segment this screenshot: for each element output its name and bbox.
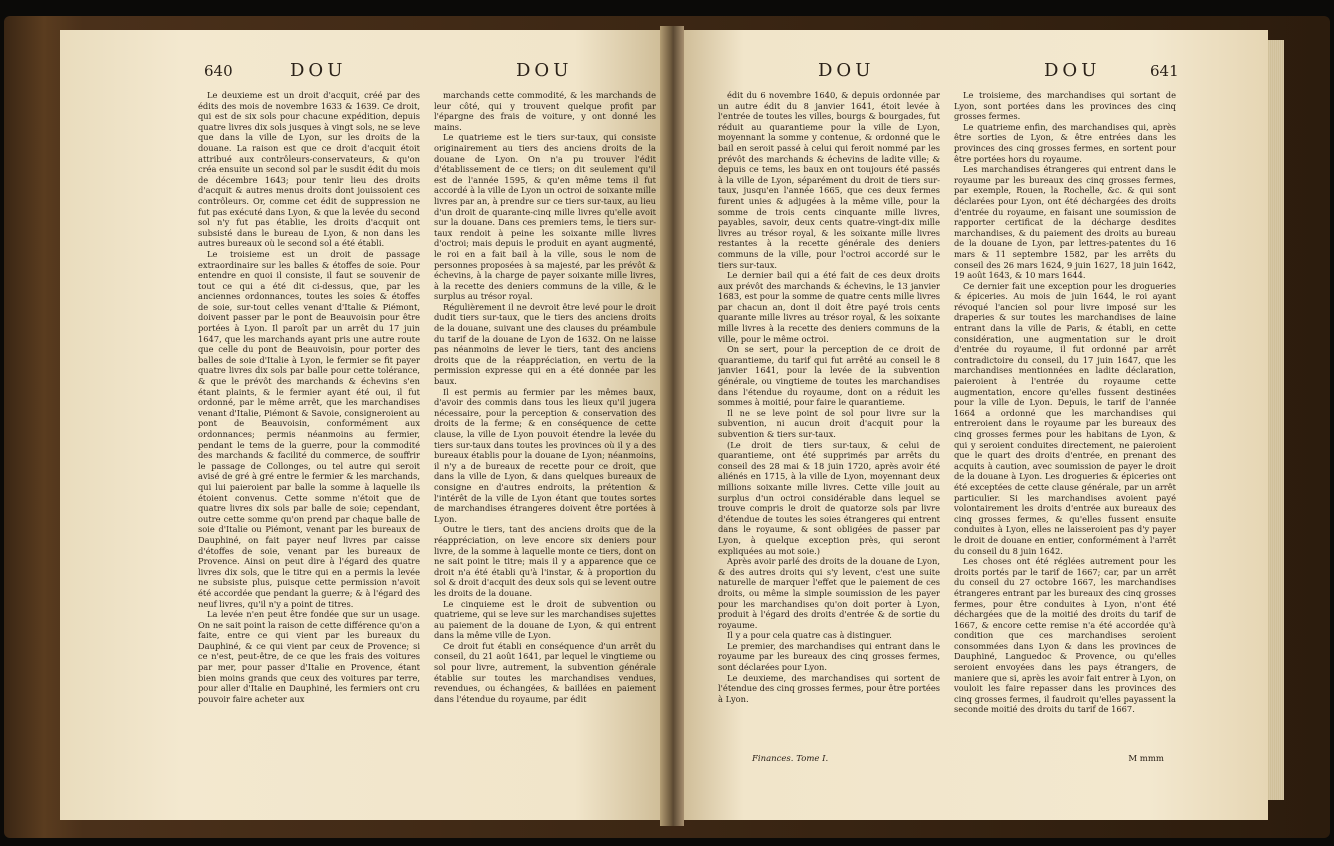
left-page-column-1	[198, 90, 420, 770]
right-page-footer	[718, 754, 1182, 770]
paragraph: Le premier, des marchandises qui entrant dans le royaume par les bureaux des cinq grosses fermes, sont déclarées pour Lyon.	[718, 640, 940, 673]
paragraph: Outre le tiers, tant des anciens droits que de la réappréciation, on leve encore six deniers pour livre, de la somme à laquelle monte ce tiers, dont on ne sait point le titre; mais il y a apparence que ce droit n'a été établi qu'à l'instar, & à proportion du sol & droit d'acquit des deux sols qui se levent outre les droits de la douane.	[434, 524, 656, 598]
paragraph: Il ne se leve point de sol pour livre sur la subvention, ni aucun droit d'acquit pour la subvention & tiers sur-taux.	[718, 407, 940, 439]
signature-line: Finances. Tome I.	[752, 754, 829, 764]
gathering-signature: M mmm	[1128, 754, 1164, 764]
paragraph: marchands cette commodité, & les marchands de leur côté, qui y trouvent quelque profit par l'épargne des frais de voiture, y ont donné les mains.	[434, 90, 656, 132]
paragraph: Les choses ont été réglées autrement pour les droits portés par le tarif de 1667; car, par un arrêt du conseil du 27 octobre 1667, les marchandises étrangeres entrant par les bureaux des cinq grosses fermes, pour être conduites à Lyon, n'ont été déchargées que de la moitié des droits du tarif de 1667, & encore cette remise n'a été accordée qu'à condition que ces marchandises seroient consommées dans Lyon & dans les provinces de Dauphiné, Languedoc & Provence, ou qu'elles seroient envoyées dans les pays étrangers, de maniere que si, après les avoir fait entrer à Lyon, on vouloit les faire repasser dans les provinces des cinq grosses fermes, il faudroit qu'elles payassent la seconde moitié des droits du tarif de 1667.	[954, 556, 1176, 715]
left-page-column-2	[434, 90, 656, 770]
page-number: 640	[204, 62, 233, 80]
paragraph: La levée n'en peut être fondée que sur un usage. On ne sait point la raison de cette différence qu'on a faite, entre ce qui vient par les bureaux du Dauphiné, & ce qui vient par ceux de Provence; si ce n'est, peut-être, de ce que les frais des voitures par mer, pour passer d'Italie en Provence, étant bien moins grands que ceux des voitures par terre, pour aller d'Italie en Dauphiné, les fermiers ont cru pouvoir faire acheter aux	[198, 609, 420, 704]
paragraph: On se sert, pour la perception de ce droit de quarantieme, du tarif qui fut arrêté au conseil le 8 janvier 1641, pour la levée de la subvention générale, ou vingtieme de toutes les marchandises dans l'étendue du royaume, dont on a réduit les sommes à moitié, pour faire le quarantieme.	[718, 344, 940, 408]
running-head-left: DOU	[818, 60, 875, 81]
paragraph: Régulièrement il ne devroit être levé pour le droit dudit tiers sur-taux, que le tiers des anciens droits de la douane, suivant une des clauses du préambule du tarif de la douane de Lyon de 1632. On ne laisse pas néanmoins de lever le tiers, tant des anciens droits que de la réappréciation, en vertu de la permission expresse qui en a été donnée par les baux.	[434, 301, 656, 387]
paragraph: Ce droit fut établi en conséquence d'un arrêt du conseil, du 21 août 1641, par lequel le vingtieme ou sol pour livre, autrement, la subvention générale établie sur toutes les marchandises vendues, revendues, ou échangées, & baillées en paiement dans l'étendue du royaume, par édit	[434, 640, 656, 704]
paragraph: Le quatrieme est le tiers sur-taux, qui consiste originairement au tiers des anciens droits de la douane de Lyon. On n'a pu trouver l'édit d'établissement de ce tiers; on dit seulement qu'il est de l'année 1595, & qu'en même tems il fut accordé à la ville de Lyon un octroi de soixante mille livres par an, à prendre sur ce tiers sur-taux, au lieu d'un droit de quarante-cinq mille livres qu'elle avoit sur la douane. Dans ces premiers tems, le tiers sur-taux rendoit à peine les soixante mille livres d'octroi; mais depuis le produit en ayant augmenté, le roi en a fait bail à la ville, sous le nom de personnes proposées à sa majesté, par les prévôt & échevins, à la charge de payer soixante mille livres, à la recette des deniers communs de la ville, & le surplus au trésor royal.	[434, 132, 656, 302]
paragraph: Le troisieme, des marchandises qui sortant de Lyon, sont portées dans les provinces des cinq grosses fermes.	[954, 90, 1176, 122]
left-page	[198, 56, 656, 816]
page-number: 641	[1150, 62, 1179, 80]
left-page-header	[198, 56, 656, 90]
paragraph: Ce dernier fait une exception pour les drogueries & épiceries. Au mois de juin 1644, le roi ayant révoqué l'ancien sol pour livre imposé sur les draperies & sur toutes les marchandises de laine entrant dans la ville de Paris, & établi, en cette considération, une augmentation sur le droit d'entrée du royaume, il fut ordonné par arrêt contradictoire du conseil, du 17 juin 1647, que les marchandises mentionnées en ladite déclaration, paieroient à l'entrée du royaume cette augmentation, encore qu'elles fussent destinées pour la ville de Lyon. Depuis, le tarif de l'année 1664 a ordonné que les marchandises qui entreroient dans le royaume par les bureaux des cinq grosses fermes pour les habitans de Lyon, & qui y seroient conduites directement, ne paieroient que le quart des droits d'entrée, en prenant des acquits à caution, avec soumission de payer le droit de la douane à Lyon. Les drogueries & épiceries ont été exceptées de cette clause générale, par un arrêt particulier. Si les marchandises avoient payé volontairement les droits d'entrée aux bureaux des cinq grosses fermes, & qu'elles fussent ensuite conduites à Lyon, elles ne laisseroient pas d'y payer le droit de douane en entier, conformément à l'arrêt du conseil du 8 juin 1642.	[954, 280, 1176, 556]
paragraph: Le deuxieme, des marchandises qui sortent de l'étendue des cinq grosses fermes, pour être portées à Lyon.	[718, 672, 940, 704]
paragraph: Il est permis au fermier par les mêmes baux, d'avoir des commis dans tous les lieux qu'il jugera nécessaire, pour la perception & conservation des droits de la ferme; & en conséquence de cette clause, la ville de Lyon pouvoit étendre la levée du tiers sur-taux dans toutes les provinces où il y a des bureaux établis pour la douane de Lyon; néanmoins, il n'y a de bureaux de recette pour ce droit, que dans la ville de Lyon, & dans quelques bureaux de consigne en d'autres endroits, la prétention & l'intérêt de la ville de Lyon étant que toutes sortes de marchandises étrangeres doivent être portées à Lyon.	[434, 386, 656, 524]
running-head-right: DOU	[516, 60, 573, 81]
paragraph: Le dernier bail qui a été fait de ces deux droits aux prévôt des marchands & échevins, le 13 janvier 1683, est pour la somme de quatre cents mille livres par chacun an, dont il doit être payé trois cents quarante mille livres au trésor royal, & les soixante mille livres à la recette des deniers communs de la ville, pour le même octroi.	[718, 270, 940, 344]
running-head-left: DOU	[290, 60, 347, 81]
paragraph: Le troisieme est un droit de passage extraordinaire sur les balles & étoffes de soie. Pour entendre en quoi il consiste, il faut se souvenir de tout ce qui a été dit ci-dessus, que, par les anciennes ordonnances, toutes les soies & étoffes de soie, sur-tout celles venant d'Italie & Piémont, doivent passer par le pont de Beauvoisin pour être portées à Lyon. Il paroît par un arrêt du 17 juin 1647, que les marchands ayant pris une autre route que celle du pont de Beauvoisin, pour porter des balles de soie d'Italie à Lyon, le fermier se fit payer quatre livres dix sols par balle pour cette tolérance, & que le prévôt des marchands & échevins s'en étant plaints, & le fermier ayant été oui, il fut ordonné, par le même arrêt, que les marchandises venant d'Italie, Piémont & Savoie, consigneroient au pont de Beauvoisin, conformément aux ordonnances; permis néanmoins au fermier, pendant le tems de la guerre, pour la commodité des marchands & facilité du commerce, de souffrir le passage de Collonges, ou tel autre qui seroit avisé de gré à gré entre le fermier & les marchands, qui lui paieroient par balle la somme à laquelle ils étoient convenus. Cette somme n'étoit que de quatre livres dix sols par balle de soie; cependant, outre cette somme qu'on prend par chaque balle de soie d'Italie ou Piémont, venant par les bureaux de Dauphiné, on fait payer neuf livres par caisse d'étoffes de soie, venant par les bureaux de Provence. Ainsi on peut dire à l'égard des quatre livres dix sols, que le titre qui en a permis la levée ne subsiste plus, puisque cette permission n'avoit été accordée que pendant la guerre; & à l'égard des neuf livres, qu'il n'y a point de titres.	[198, 248, 420, 609]
book-gutter	[660, 26, 684, 826]
paragraph: Il y a pour cela quatre cas à distinguer.	[727, 630, 892, 641]
paragraph: Les marchandises étrangeres qui entrent dans le royaume par les bureaux des cinq grosses fermes, par exemple, Rouen, la Rochelle, &c. & qui sont déclarées pour Lyon, ont été déchargées des droits d'entrée du royaume, en faisant une soumission de rapporter certificat de la décharge desdites marchandises, & du paiement des droits au bureau de la douane de Lyon, par lettres-patentes du 16 mars & 11 septembre 1582, par les arrêts du conseil des 26 mars 1624, 9 juin 1627, 18 juin 1642, 19 août 1643, & 10 mars 1644.	[954, 164, 1176, 281]
running-head-right: DOU	[1044, 60, 1101, 81]
right-page	[718, 56, 1182, 816]
paragraph: (Le droit de tiers sur-taux, & celui de quarantieme, ont été supprimés par arrêts du conseil des 28 mai & 18 juin 1720, après avoir été aliénés en 1715, à la ville de Lyon, moyennant deux millions soixante mille livres. Cette ville jouit au surplus d'un octroi considérable dans lequel se trouve compris le droit de quatorze sols par livre d'étendue de toutes les soies étrangeres qui entrent dans le royaume, & sont obligées de passer par Lyon, à quelque exception près, qui seront expliquées au mot soie.)	[718, 439, 940, 556]
paragraph: Après avoir parlé des droits de la douane de Lyon, & des autres droits qui s'y levent, c'est une suite naturelle de marquer l'effet que le paiement de ces droits, ou même la simple soumission de les payer pour les marchandises qu'on doit porter à Lyon, produit à l'égard des droits d'entrée & de sortie du royaume.	[718, 556, 940, 630]
right-page-column-1	[718, 90, 940, 754]
right-page-header	[718, 56, 1182, 90]
paragraph: Le deuxieme est un droit d'acquit, créé par des édits des mois de novembre 1633 & 1639. Ce droit, qui est de six sols pour chacune expédition, depuis quatre livres dix sols jusques à vingt sols, ne se leve que dans la ville de Lyon, sur les droits de la douane. La raison est que ce droit d'acquit étoit attribué aux contrôleurs-conservateurs, & qu'on créa ensuite un second sol par le susdit édit du mois de décembre 1643; pour tenir lieu des droits d'acquit & autres menus droits dont jouissoient ces contrôleurs. Or, comme cet édit de suppression ne fut pas exécuté dans Lyon, & que la levée du second sol n'y fut pas établie, les droits d'acquit ont subsisté dans le bureau de Lyon, & non dans les autres bureaux où le second sol a été établi.	[198, 90, 420, 249]
paragraph: édit du 6 novembre 1640, & depuis ordonnée par un autre édit du 8 janvier 1641, étoit levée à l'entrée de toutes les villes, bourgs & bourgades, fut réduit au quarantieme pour la ville de Lyon, moyennant la somme y contenue, & ordonné que le bail en seroit passé à celui qui feroit nommé par les prévôt des marchands & échevins de ladite ville; & depuis ce tems, les baux en ont toujours été passés à la ville de Lyon, séparément du droit de tiers sur-taux, jusqu'en l'année 1665, que ces deux fermes furent unies & adjugées à la même ville, pour la somme de trois cents cinquante mille livres, payables, savoir, deux cents quatre-vingt-dix mille livres au trésor royal, & les soixante mille livres restantes à la recette générale des deniers communs de la ville, pour l'octroi accordé sur le tiers sur-taux.	[718, 90, 940, 270]
paragraph: Le cinquieme est le droit de subvention ou quatrieme, qui se leve sur les marchandises sujettes au paiement de la douane de Lyon, & qui entrent dans la même ville de Lyon.	[434, 598, 656, 641]
right-page-column-2	[954, 90, 1176, 754]
paragraph: Le quatrieme enfin, des marchandises qui, après être sorties de Lyon, & être entrées dans les provinces des cinq grosses fermes, en sortent pour être portées hors du royaume.	[954, 121, 1176, 164]
